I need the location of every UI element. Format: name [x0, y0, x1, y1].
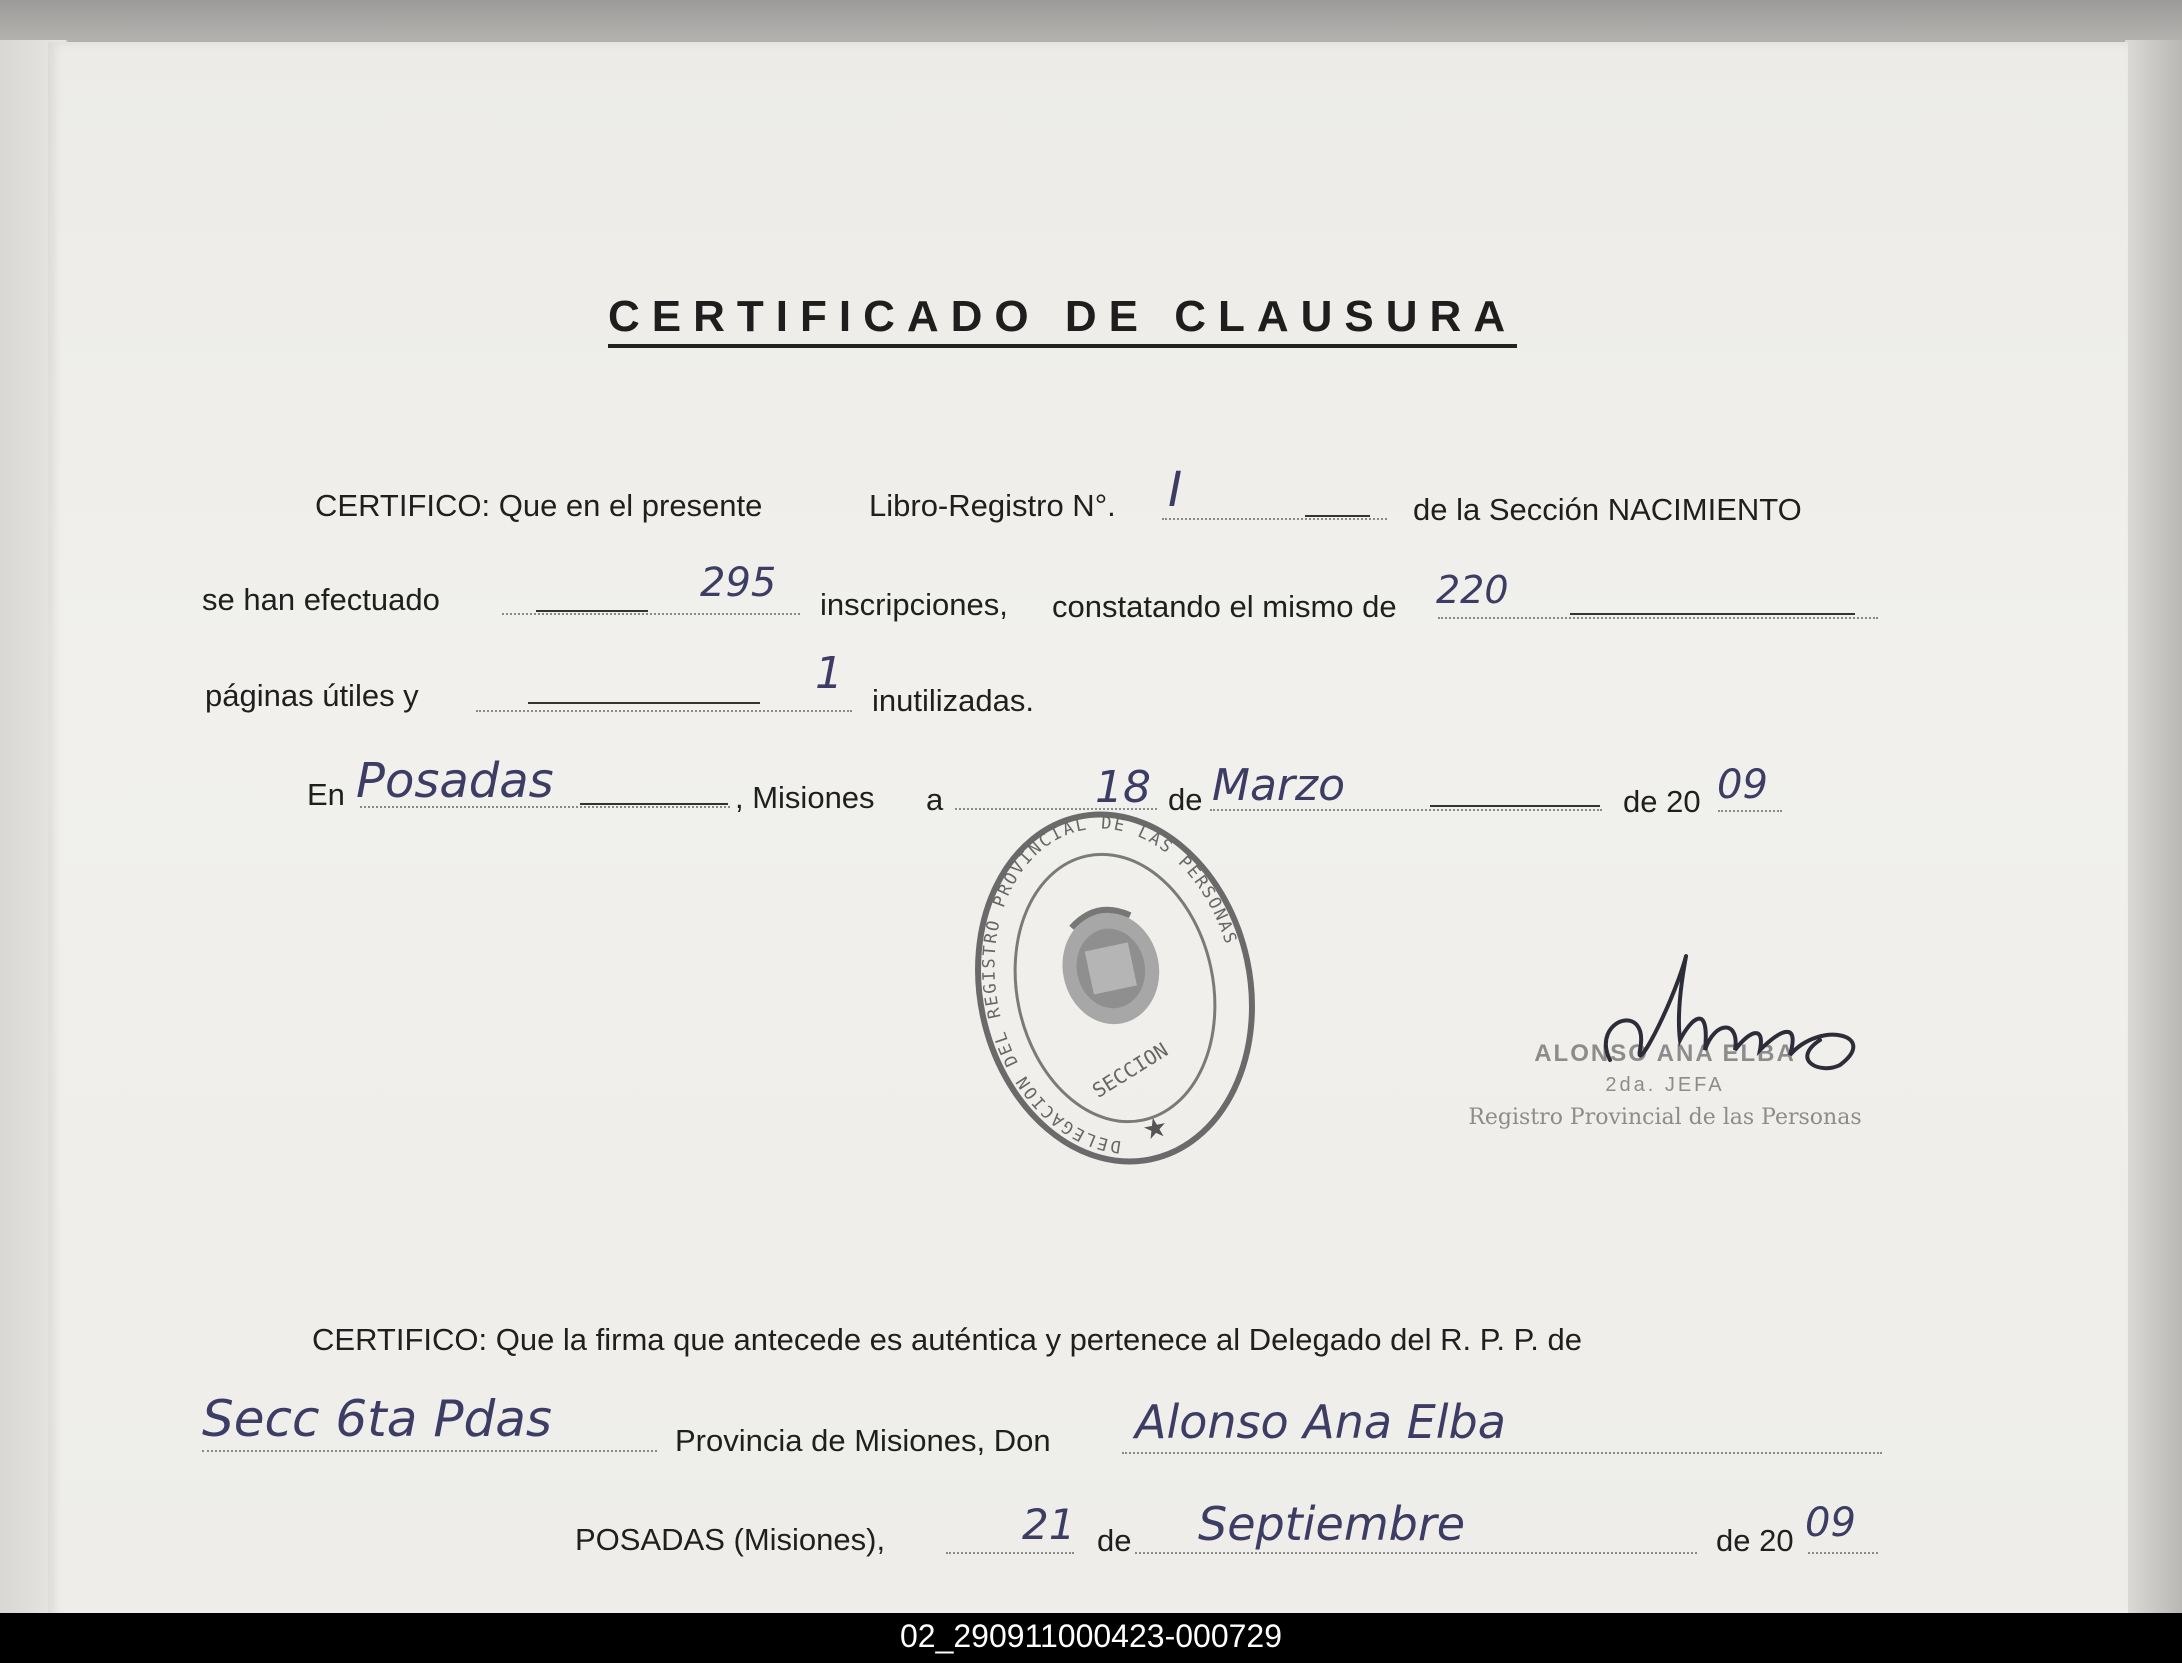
handwritten-seccion: Secc 6ta Pdas: [202, 1390, 552, 1448]
document-title: CERTIFICADO DE CLAUSURA: [608, 292, 1517, 348]
efectuado-text: se han efectuado: [202, 582, 440, 617]
handwritten-lugar: Posadas: [356, 753, 554, 809]
libro-registro-label: Libro-Registro N°.: [869, 488, 1116, 523]
right-page-edge: [2125, 40, 2182, 1620]
libro-number-field: [1162, 518, 1387, 520]
de20-text-2: de 20: [1716, 1523, 1794, 1558]
inutilizadas-field: [476, 710, 852, 712]
handwritten-mes: Marzo: [1212, 760, 1346, 811]
seccion-nacimiento-text: de la Sección NACIMIENTO: [1413, 492, 1802, 527]
mes-field-2: [1135, 1552, 1697, 1554]
handwritten-paginas: 220: [1436, 568, 1509, 612]
seal-ring-text: DELEGACION DEL REGISTRO PROVINCIAL DE LAS PERSONAS: [979, 813, 1241, 1157]
coat-of-arms-icon: [1052, 901, 1170, 1033]
official-role: 2da. JEFA: [1605, 1074, 1725, 1096]
handwritten-nombre: Alonso Ana Elba: [1135, 1395, 1506, 1449]
inutilizadas-text: inutilizadas.: [872, 683, 1034, 718]
lugar-field: [360, 806, 730, 808]
handwritten-anio-2: 09: [1805, 1500, 1856, 1546]
scan-id-label: 02_290911000423-000729: [899, 1618, 1282, 1654]
lugar-underline: [580, 803, 728, 805]
paginas-utiles-text: páginas útiles y: [205, 678, 419, 713]
paginas-underline: [1570, 613, 1855, 615]
libro-number-underline: [1305, 515, 1370, 517]
de20-text-1: de 20: [1623, 784, 1701, 819]
mes-field: [1210, 809, 1602, 811]
official-office: Registro Provincial de las Personas: [1468, 1105, 1862, 1130]
en-text: En: [307, 777, 345, 812]
seccion-field: [202, 1450, 657, 1452]
nombre-field: [1122, 1452, 1882, 1454]
handwritten-libro-number: I: [1168, 462, 1183, 518]
official-name: ALONSO ANA ELBA: [1534, 1040, 1796, 1067]
a-text: a: [926, 782, 944, 817]
posadas-misiones-text: POSADAS (Misiones),: [575, 1522, 886, 1557]
inscripciones-underline: [536, 610, 648, 612]
provincia-text: Provincia de Misiones, Don: [675, 1423, 1051, 1458]
de-text-2: de: [1097, 1523, 1132, 1558]
misiones-text: , Misiones: [735, 780, 875, 815]
handwritten-inutilizadas: 1: [815, 648, 843, 699]
anio-field-2: [1808, 1552, 1878, 1554]
star-icon: ★: [1139, 1110, 1171, 1147]
handwritten-inscripciones: 295: [700, 560, 777, 606]
de-text-1: de: [1168, 782, 1203, 817]
handwritten-dia: 18: [1095, 762, 1151, 813]
paginas-field: [1438, 617, 1878, 619]
handwritten-anio: 09: [1717, 762, 1768, 808]
seal-inner-text: SECCION: [1087, 1037, 1173, 1103]
constatando-text: constatando el mismo de: [1052, 589, 1397, 624]
inutilizadas-underline: [528, 702, 760, 704]
inscripciones-field: [502, 613, 800, 615]
inscripciones-text: inscripciones,: [820, 587, 1008, 622]
dia-field-2: [946, 1552, 1074, 1554]
certifico-firma-text: CERTIFICO: Que la firma que antecede es auténtica y pertenece al Delegado del R. P. P. de: [312, 1322, 1583, 1357]
handwritten-mes-2: Septiembre: [1198, 1497, 1466, 1551]
certifico-text-1a: CERTIFICO: Que en el presente: [315, 488, 763, 523]
handwritten-signature: [1590, 940, 1890, 1100]
anio-field: [1718, 810, 1782, 812]
handwritten-dia-2: 21: [1022, 1500, 1076, 1549]
mes-underline: [1430, 805, 1600, 807]
